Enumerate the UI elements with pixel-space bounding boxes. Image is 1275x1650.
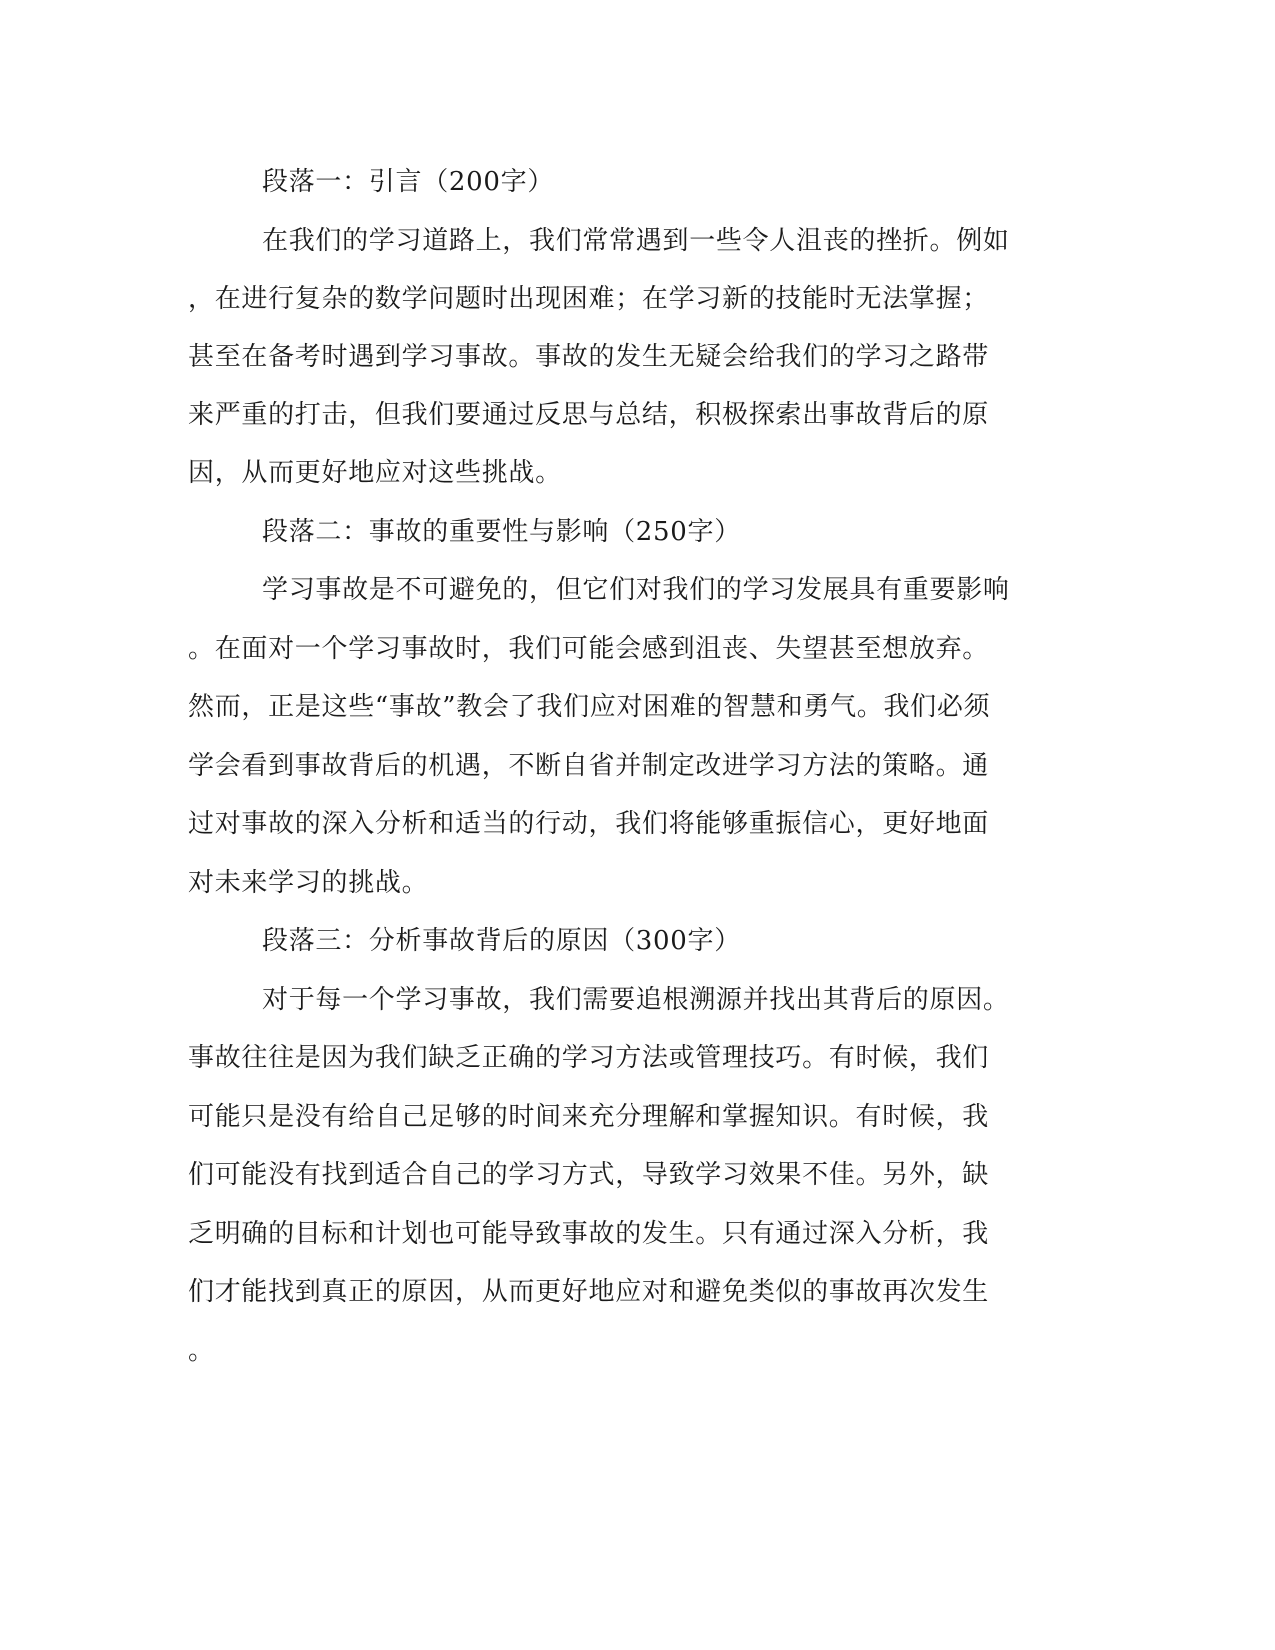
section1-heading: 段落一：引言（200字） (262, 167, 555, 197)
section3-line-5: 乏明确的目标和计划也可能导致事故的发生。只有通过深入分析，我 (188, 1219, 990, 1249)
section2-line-5: 过对事故的深入分析和适当的行动，我们将能够重振信心，更好地面 (188, 809, 990, 839)
section3-line-4: 们可能没有找到适合自己的学习方式，导致学习效果不佳。另外，缺 (188, 1160, 990, 1190)
section2-line-6: 对未来学习的挑战。 (188, 868, 429, 898)
section3-line-6: 们才能找到真正的原因，从而更好地应对和避免类似的事故再次发生 (188, 1277, 990, 1307)
section3-heading: 段落三：分析事故背后的原因（300字） (262, 926, 741, 956)
section3-line-1: 对于每一个学习事故，我们需要追根溯源并找出其背后的原因。 (262, 985, 1010, 1015)
section2-line-1: 学习事故是不可避免的，但它们对我们的学习发展具有重要影响 (262, 575, 1010, 605)
section2-line-4: 学会看到事故背后的机遇，不断自省并制定改进学习方法的策略。通 (188, 751, 990, 781)
section3-line-3: 可能只是没有给自己足够的时间来充分理解和掌握知识。有时候，我 (188, 1102, 990, 1132)
section1-line-2: ，在进行复杂的数学问题时出现困难；在学习新的技能时无法掌握； (188, 284, 990, 314)
section1-line-3: 甚至在备考时遇到学习事故。事故的发生无疑会给我们的学习之路带 (188, 342, 990, 372)
section3-line-7: 。 (188, 1336, 215, 1366)
section1-line-5: 因，从而更好地应对这些挑战。 (188, 458, 562, 488)
section3-line-2: 事故往往是因为我们缺乏正确的学习方法或管理技巧。有时候，我们 (188, 1043, 990, 1073)
section1-line-4: 来严重的打击，但我们要通过反思与总结，积极探索出事故背后的原 (188, 400, 990, 430)
section2-heading: 段落二：事故的重要性与影响（250字） (262, 517, 741, 547)
section2-line-2: 。在面对一个学习事故时，我们可能会感到沮丧、失望甚至想放弃。 (188, 634, 990, 664)
section2-line-3: 然而，正是这些“事故”教会了我们应对困难的智慧和勇气。我们必须 (188, 692, 991, 722)
section1-line-1: 在我们的学习道路上，我们常常遇到一些令人沮丧的挫折。例如 (262, 226, 1010, 256)
